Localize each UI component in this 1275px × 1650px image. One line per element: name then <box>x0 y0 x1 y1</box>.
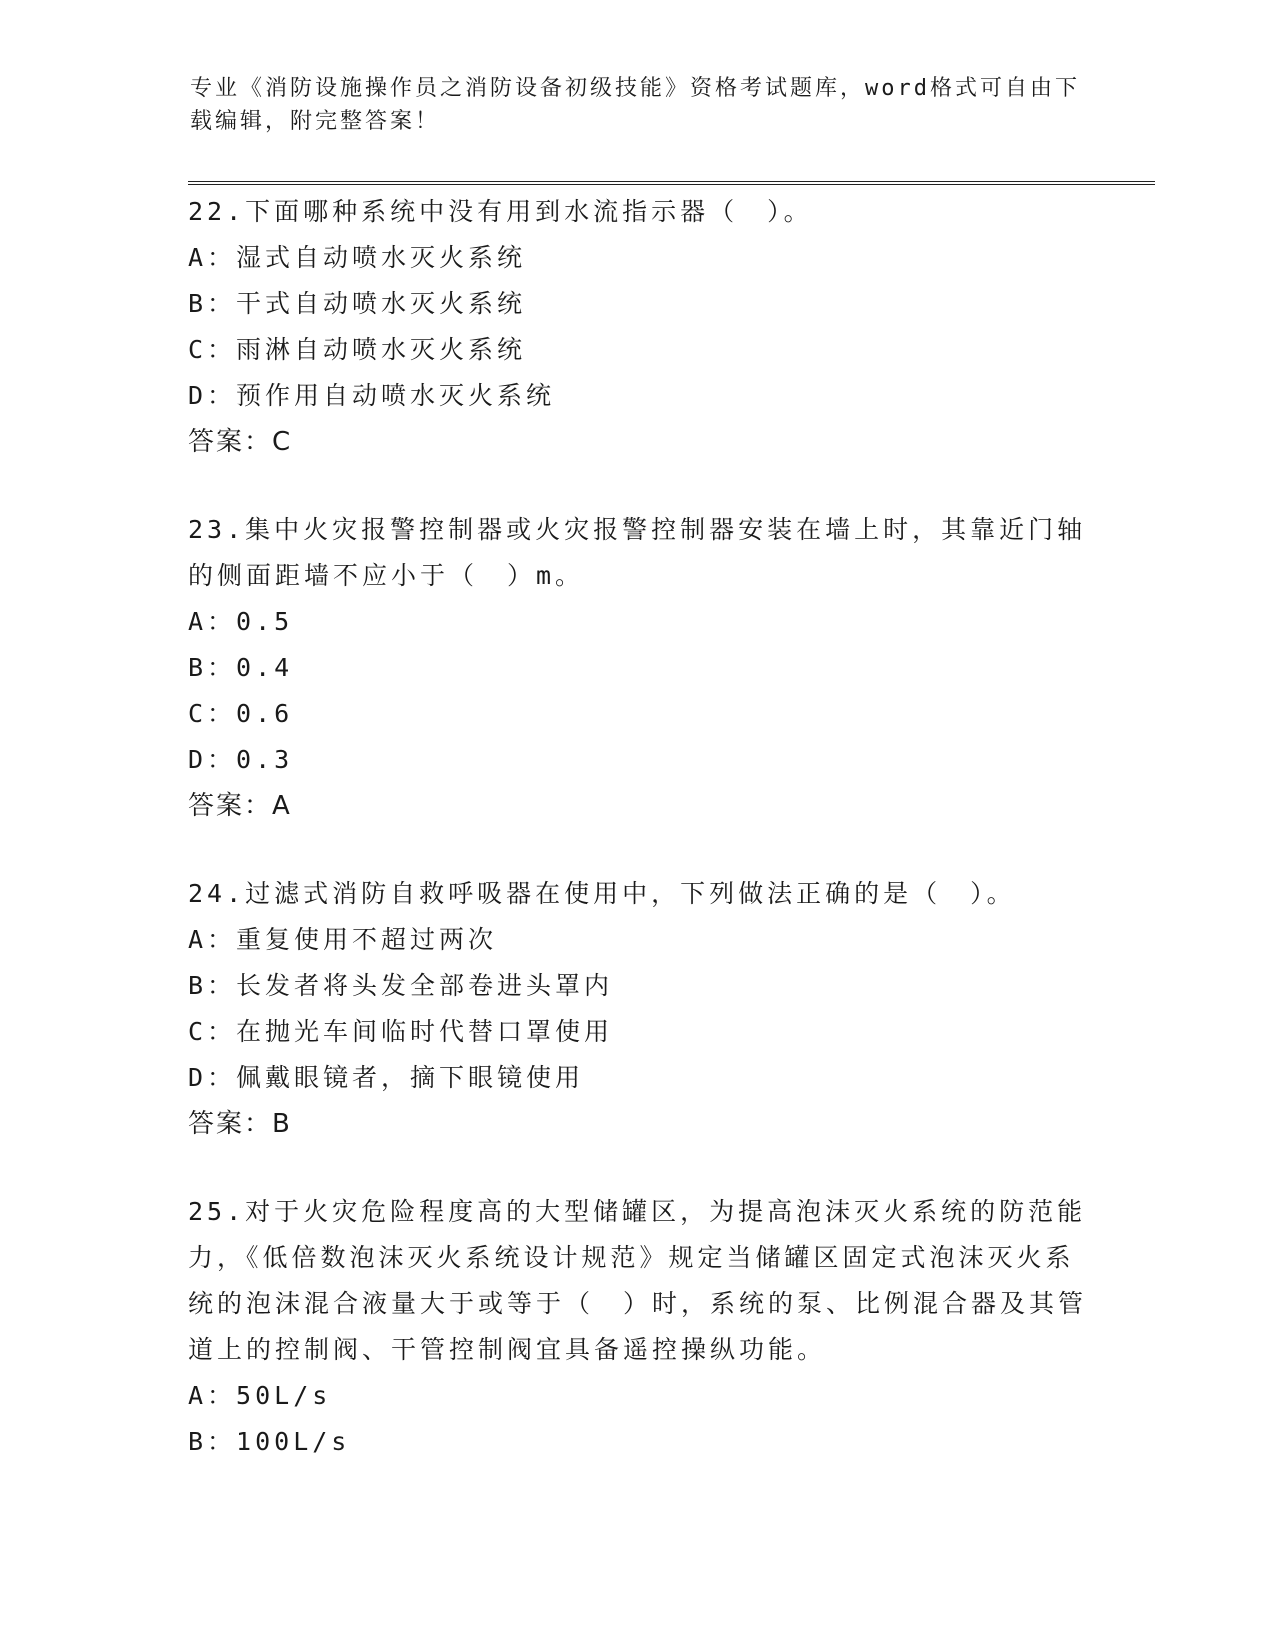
option-b: B：长发者将头发全部卷进头罩内 <box>188 971 614 1000</box>
question-text: 23.集中火灾报警控制器或火灾报警控制器安装在墙上时，其靠近门轴的侧面距墙不应小于（ ）m。 <box>188 515 1087 590</box>
option-c: C：0.6 <box>188 699 294 728</box>
option-a: A：0.5 <box>188 607 294 636</box>
document-header: 专业《消防设施操作员之消防设备初级技能》资格考试题库，word格式可自由下载编辑，附完整答案！ <box>190 76 1080 134</box>
option-d: D：预作用自动喷水灭火系统 <box>188 381 556 410</box>
option-b: B：100L/s <box>188 1427 351 1456</box>
question-list <box>188 189 1088 1507</box>
option-a: A：湿式自动喷水灭火系统 <box>188 243 527 272</box>
question-text: 22.下面哪种系统中没有用到水流指示器（ ）。 <box>188 197 813 226</box>
option-d: D：佩戴眼镜者，摘下眼镜使用 <box>188 1063 585 1092</box>
option-a: A：重复使用不超过两次 <box>188 925 498 954</box>
header-divider <box>188 181 1155 185</box>
answer-label: 答案：C <box>188 427 293 457</box>
question-24 <box>188 871 1088 1147</box>
question-text: 25.对于火灾危险程度高的大型储罐区，为提高泡沫灭火系统的防范能力，《低倍数泡沫灭火系统设计规范》规定当储罐区固定式泡沫灭火系统的泡沫混合液量大于或等于（ ）时，系统的泵、比例混合器及其管道上的控制阀、干管控制阀宜具备遥控操纵功能。 <box>188 1197 1088 1364</box>
option-a: A：50L/s <box>188 1381 332 1410</box>
option-b: B：0.4 <box>188 653 294 682</box>
option-d: D：0.3 <box>188 745 294 774</box>
question-23 <box>188 507 1088 829</box>
option-b: B：干式自动喷水灭火系统 <box>188 289 527 318</box>
answer-label: 答案：B <box>188 1109 292 1139</box>
question-text: 24.过滤式消防自救呼吸器在使用中，下列做法正确的是（ ）。 <box>188 879 1016 908</box>
question-25 <box>188 1189 1088 1465</box>
question-22 <box>188 189 1088 465</box>
option-c: C：雨淋自动喷水灭火系统 <box>188 335 527 364</box>
answer-label: 答案：A <box>188 791 292 821</box>
option-c: C：在抛光车间临时代替口罩使用 <box>188 1017 614 1046</box>
